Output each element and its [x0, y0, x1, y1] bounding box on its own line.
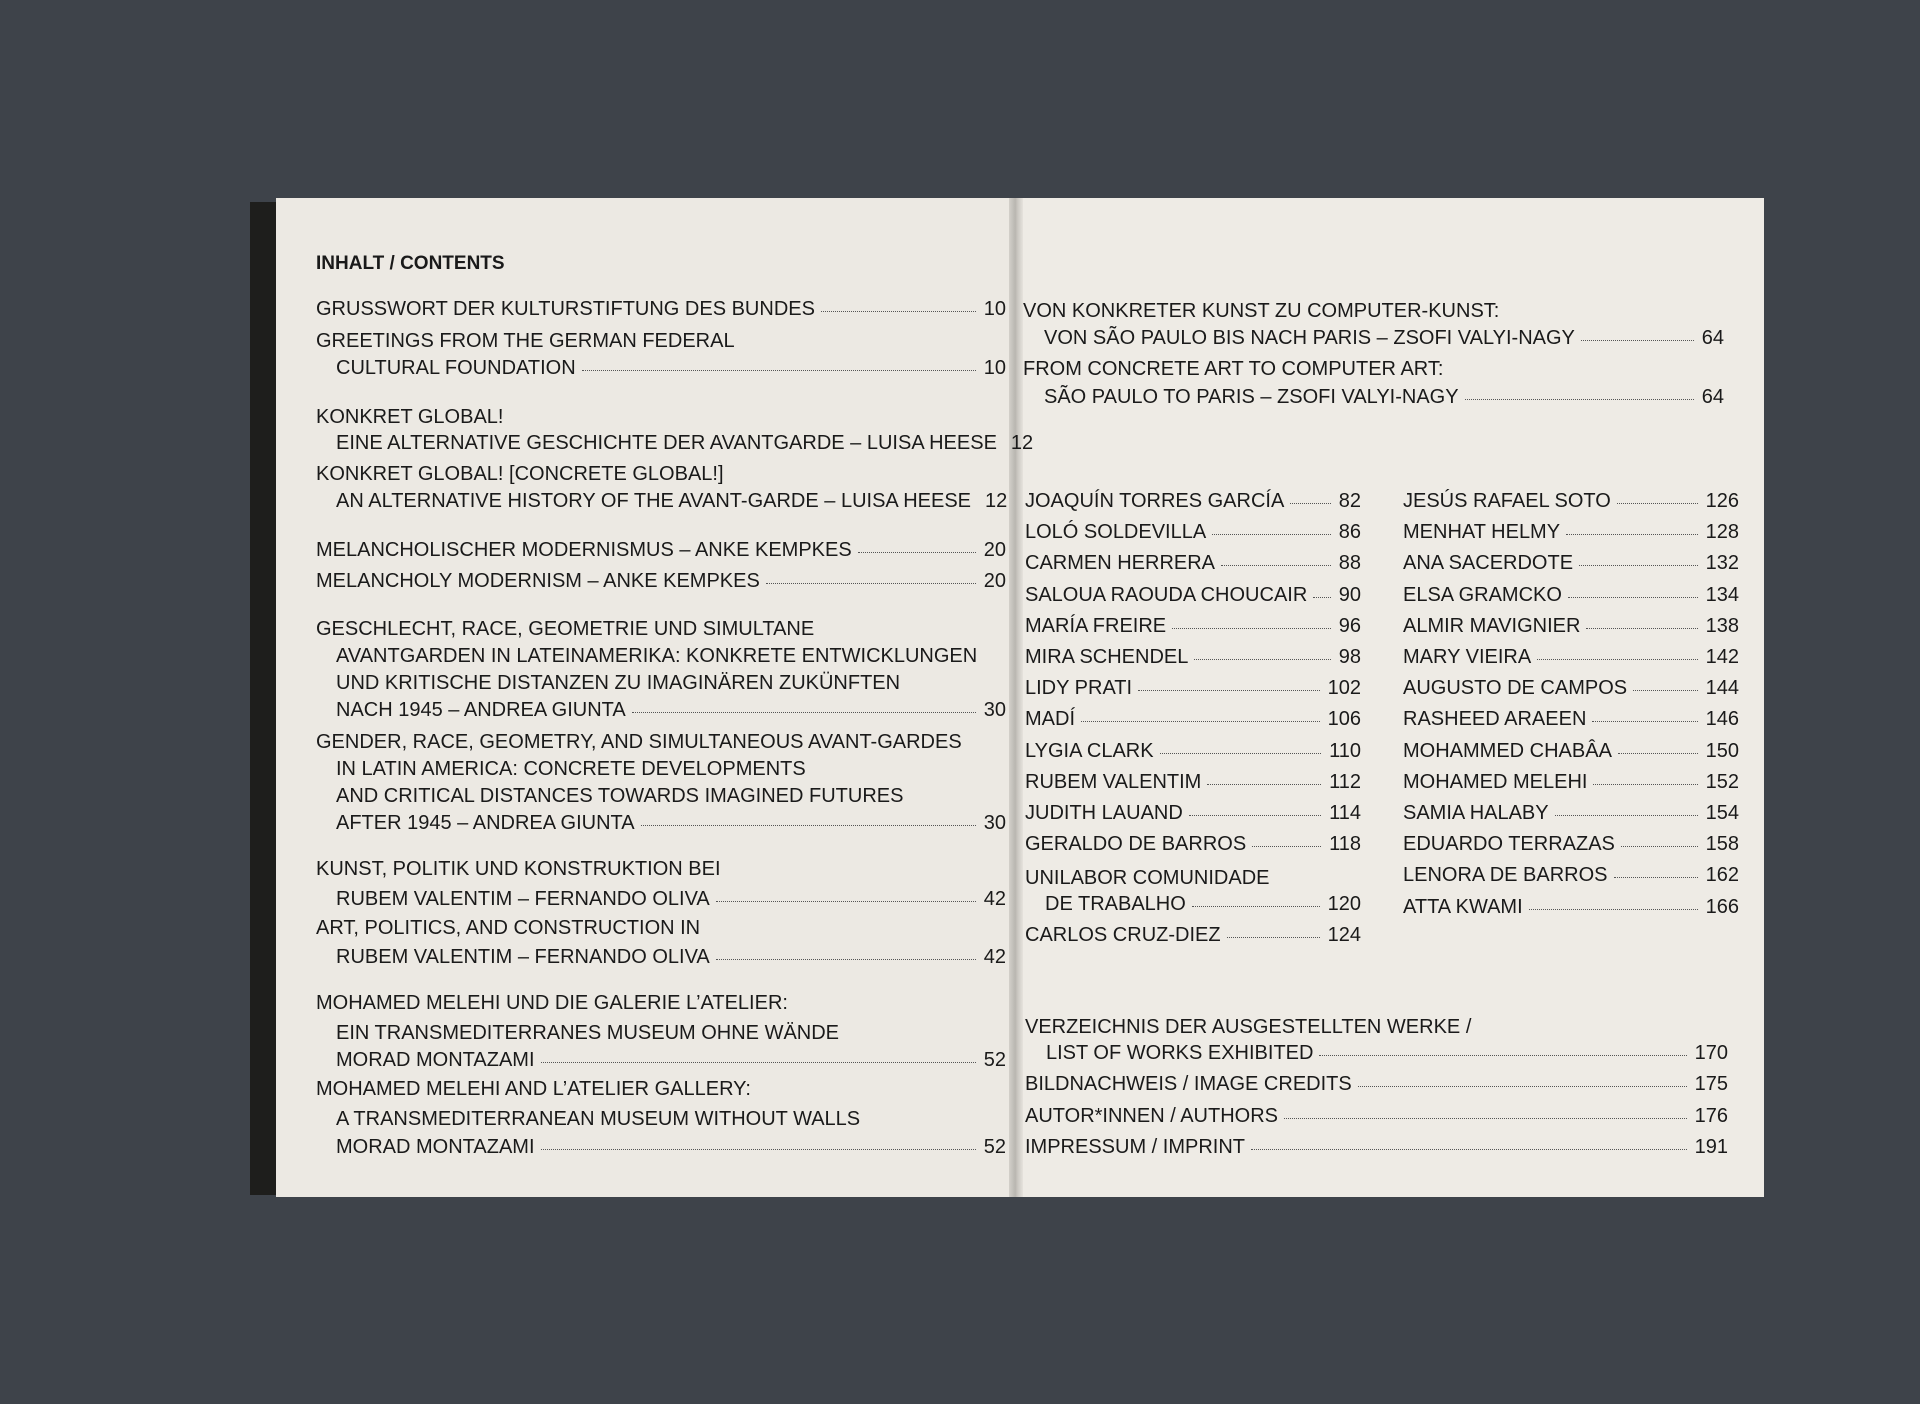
toc-page-number: 10 — [983, 357, 1006, 379]
book-spine — [250, 202, 276, 1195]
toc-entry-title: MORAD MONTAZAMI — [336, 1049, 535, 1071]
toc-page-number: 126 — [1705, 490, 1739, 512]
toc-entry — [336, 811, 1006, 835]
leader-dots — [1081, 721, 1320, 722]
artist-entry — [1403, 863, 1739, 887]
artist-name: LIDY PRATI — [1025, 677, 1133, 700]
toc-entry-title: CARLOS CRUZ-DIEZ — [1025, 924, 1221, 946]
artist-name: SAMIA HALABY — [1403, 802, 1549, 824]
artist-name: AUGUSTO DE CAMPOS — [1403, 677, 1628, 700]
artist-entry — [1403, 551, 1739, 575]
artist-entry — [1403, 739, 1739, 763]
toc-entry-title: MOHAMED MELEHI AND L’ATELIER GALLERY: — [316, 1078, 751, 1100]
toc-entry-title: MELANCHOLISCHER MODERNISMUS – ANKE KEMPKES — [316, 539, 852, 561]
toc-entry — [1025, 1072, 1728, 1096]
toc-page-number: 176 — [1694, 1105, 1728, 1127]
toc-entry-title: EIN TRANSMEDITERRANES MUSEUM OHNE WÄNDE — [336, 1022, 840, 1044]
leader-dots — [1593, 784, 1697, 785]
artist-entry — [1025, 739, 1361, 763]
toc-page-number: 88 — [1338, 552, 1361, 575]
toc-entry — [1025, 923, 1361, 947]
artist-entry — [1025, 645, 1361, 669]
leader-dots — [1566, 534, 1698, 535]
toc-page-number: 191 — [1694, 1136, 1728, 1158]
leader-dots — [1555, 815, 1698, 816]
toc-entry-title: UND KRITISCHE DISTANZEN ZU IMAGINÄREN ZUKÜNFTEN — [336, 672, 901, 694]
artist-name: ALMIR MAVIGNIER — [1403, 614, 1581, 637]
leader-dots — [1313, 597, 1330, 598]
toc-page-number: 120 — [1327, 893, 1361, 915]
leader-dots — [716, 901, 976, 902]
leader-dots — [821, 311, 976, 312]
leader-dots — [1586, 628, 1697, 629]
toc-entry-title: NACH 1945 – ANDREA GIUNTA — [336, 699, 626, 721]
toc-entry-title: FROM CONCRETE ART TO COMPUTER ART: — [1023, 358, 1444, 380]
leader-dots — [766, 583, 976, 584]
artist-name: LENORA DE BARROS — [1403, 864, 1608, 887]
toc-page-number: 10 — [983, 298, 1006, 320]
toc-entry-title: KUNST, POLITIK UND KONSTRUKTION BEI — [316, 858, 721, 880]
toc-entry-title: MELANCHOLY MODERNISM – ANKE KEMPKES — [316, 570, 760, 592]
leader-dots — [1633, 690, 1698, 691]
toc-entry — [1046, 1041, 1728, 1065]
artist-name: LYGIA CLARK — [1025, 739, 1154, 762]
artist-name: JOAQUÍN TORRES GARCÍA — [1025, 490, 1285, 512]
leader-dots — [1189, 815, 1321, 816]
toc-entry — [316, 538, 1006, 562]
artist-entry — [1403, 832, 1739, 856]
artist-entry — [1403, 583, 1739, 607]
artist-name: MIRA SCHENDEL — [1025, 646, 1189, 668]
leader-dots — [1194, 659, 1330, 660]
artist-name: EDUARDO TERRAZAS — [1403, 833, 1615, 856]
contents-heading: INHALT / CONTENTS — [316, 253, 505, 274]
toc-entry-title: VERZEICHNIS DER AUSGESTELLTEN WERKE / — [1025, 1016, 1472, 1038]
artist-name: MARY VIEIRA — [1403, 646, 1532, 668]
toc-entry — [1025, 1135, 1728, 1159]
toc-entry — [336, 1135, 1006, 1159]
toc-page-number: 52 — [983, 1049, 1006, 1071]
artist-entry — [1403, 895, 1739, 919]
leader-dots — [1592, 721, 1697, 722]
toc-page-number: 20 — [983, 539, 1006, 561]
leader-dots — [632, 712, 976, 713]
toc-entry — [336, 698, 1006, 722]
toc-entry — [1044, 385, 1724, 409]
artist-entry — [1025, 520, 1361, 544]
artist-name: MARÍA FREIRE — [1025, 614, 1167, 637]
leader-dots — [1358, 1086, 1687, 1087]
leader-dots — [1160, 753, 1322, 754]
artist-name: ANA SACERDOTE — [1403, 552, 1574, 575]
artist-entry — [1025, 832, 1361, 856]
leader-dots — [582, 370, 976, 371]
toc-page-number: 12 — [1010, 432, 1034, 454]
toc-entry-title: IMPRESSUM / IMPRINT — [1025, 1136, 1246, 1158]
toc-page-number: 166 — [1705, 895, 1739, 918]
artist-entry — [1403, 614, 1739, 638]
toc-page-number: 12 — [985, 490, 1008, 512]
toc-page-number: 150 — [1705, 739, 1739, 762]
toc-page-number: 98 — [1338, 646, 1361, 668]
toc-entry — [336, 356, 1006, 380]
toc-page-number: 175 — [1694, 1073, 1728, 1095]
leader-dots — [1192, 906, 1320, 907]
artist-entry — [1403, 520, 1739, 544]
leader-dots — [1618, 753, 1698, 754]
toc-entry-title: AN ALTERNATIVE HISTORY OF THE AVANT-GARDE – LUISA HEESE — [336, 490, 971, 512]
leader-dots — [1221, 565, 1331, 566]
toc-page-number: 118 — [1329, 833, 1361, 856]
leader-dots — [1212, 534, 1331, 535]
toc-entry-title: AUTOR*INNEN / AUTHORS — [1025, 1105, 1278, 1127]
leader-dots — [1579, 565, 1698, 566]
leader-dots — [1319, 1055, 1686, 1056]
artist-name: MOHAMMED CHABÂA — [1403, 739, 1612, 762]
toc-entry-title: VON SÃO PAULO BIS NACH PARIS – ZSOFI VALYI-NAGY — [1044, 327, 1575, 349]
toc-entry — [316, 297, 1006, 321]
toc-entry-title: KONKRET GLOBAL! — [316, 406, 504, 428]
leader-dots — [1465, 399, 1694, 400]
toc-page-number: 42 — [983, 888, 1006, 910]
artist-entry — [1403, 645, 1739, 669]
toc-page-number: 114 — [1329, 802, 1361, 824]
toc-entry-title: LIST OF WORKS EXHIBITED — [1046, 1042, 1314, 1064]
toc-entry — [336, 431, 1034, 455]
toc-entry — [336, 887, 1006, 911]
artist-name: RASHEED ARAEEN — [1403, 708, 1587, 731]
toc-entry-title: RUBEM VALENTIM – FERNANDO OLIVA — [336, 888, 710, 910]
leader-dots — [1617, 503, 1698, 504]
toc-page-number: 110 — [1329, 739, 1361, 762]
toc-entry-title: MORAD MONTAZAMI — [336, 1136, 535, 1158]
leader-dots — [858, 552, 976, 553]
toc-page-number: 112 — [1329, 770, 1361, 793]
leader-dots — [1284, 1118, 1687, 1119]
artist-entry — [1403, 707, 1739, 731]
toc-page-number: 128 — [1705, 521, 1739, 544]
toc-entry-title: GREETINGS FROM THE GERMAN FEDERAL — [316, 330, 735, 352]
artist-entry — [1025, 489, 1361, 513]
toc-entry-title: VON KONKRETER KUNST ZU COMPUTER-KUNST: — [1023, 300, 1500, 322]
toc-entry-title: DE TRABALHO — [1045, 893, 1186, 915]
artist-entry — [1025, 676, 1361, 700]
artist-name: MOHAMED MELEHI — [1403, 770, 1588, 793]
toc-entry-title: A TRANSMEDITERRANEAN MUSEUM WITHOUT WALLS — [336, 1108, 861, 1130]
toc-page-number: 64 — [1701, 386, 1724, 408]
artist-name: MADÍ — [1025, 708, 1075, 731]
leader-dots — [1290, 503, 1330, 504]
artist-name: LOLÓ SOLDEVILLA — [1025, 521, 1207, 544]
toc-entry-title: IN LATIN AMERICA: CONCRETE DEVELOPMENTS — [336, 758, 806, 780]
toc-page-number: 170 — [1694, 1042, 1728, 1064]
artist-name: ATTA KWAMI — [1403, 895, 1523, 918]
toc-entry-title: ART, POLITICS, AND CONSTRUCTION IN — [316, 917, 701, 939]
toc-page-number: 146 — [1705, 708, 1739, 731]
toc-page-number: 154 — [1705, 802, 1739, 824]
toc-page-number: 142 — [1705, 646, 1739, 668]
leader-dots — [541, 1062, 976, 1063]
leader-dots — [1207, 784, 1321, 785]
artist-name: ELSA GRAMCKO — [1403, 583, 1562, 606]
toc-entry-title: BILDNACHWEIS / IMAGE CREDITS — [1025, 1073, 1352, 1095]
toc-entry — [1025, 1104, 1728, 1128]
toc-entry-title: GESCHLECHT, RACE, GEOMETRIE UND SIMULTANE — [316, 618, 815, 640]
leader-dots — [641, 825, 976, 826]
leader-dots — [1581, 340, 1694, 341]
leader-dots — [1172, 628, 1331, 629]
leader-dots — [1614, 877, 1698, 878]
artist-entry — [1025, 551, 1361, 575]
toc-page-number: 144 — [1705, 677, 1739, 700]
toc-entry-title: GRUSSWORT DER KULTURSTIFTUNG DES BUNDES — [316, 298, 815, 320]
artist-name: JESÚS RAFAEL SOTO — [1403, 490, 1611, 512]
leader-dots — [1251, 1149, 1687, 1150]
toc-entry — [316, 569, 1006, 593]
toc-entry — [336, 1048, 1006, 1072]
toc-entry-title: CULTURAL FOUNDATION — [336, 357, 576, 379]
toc-entry-title: SÃO PAULO TO PARIS – ZSOFI VALYI-NAGY — [1044, 386, 1459, 408]
toc-page-number: 42 — [983, 946, 1006, 968]
artist-entry — [1403, 770, 1739, 794]
toc-page-number: 134 — [1705, 583, 1739, 606]
artist-name: MENHAT HELMY — [1403, 521, 1561, 544]
toc-page-number: 158 — [1705, 833, 1739, 856]
artist-entry — [1403, 676, 1739, 700]
artist-name: JUDITH LAUAND — [1025, 802, 1183, 824]
leader-dots — [1252, 846, 1321, 847]
toc-entry — [1044, 326, 1724, 350]
leader-dots — [541, 1149, 976, 1150]
toc-entry-title: KONKRET GLOBAL! [CONCRETE GLOBAL!] — [316, 463, 724, 485]
toc-entry-title: AND CRITICAL DISTANCES TOWARDS IMAGINED FUTURES — [336, 785, 904, 807]
book-gutter — [1009, 198, 1023, 1197]
toc-page-number: 86 — [1338, 521, 1361, 544]
toc-page-number: 52 — [983, 1136, 1006, 1158]
toc-entry-title: AFTER 1945 – ANDREA GIUNTA — [336, 812, 635, 834]
toc-entry — [1045, 892, 1361, 916]
toc-entry-title: MOHAMED MELEHI UND DIE GALERIE L’ATELIER: — [316, 992, 788, 1014]
artist-entry — [1025, 801, 1361, 825]
artist-entry — [1025, 583, 1361, 607]
toc-entry — [336, 489, 1006, 513]
leader-dots — [1568, 597, 1698, 598]
toc-page-number: 96 — [1338, 614, 1361, 637]
leader-dots — [1537, 659, 1697, 660]
toc-page-number: 64 — [1701, 327, 1724, 349]
toc-page-number: 102 — [1327, 677, 1361, 700]
leader-dots — [1138, 690, 1320, 691]
artist-entry — [1025, 614, 1361, 638]
toc-page-number: 162 — [1705, 864, 1739, 887]
toc-entry-title: GENDER, RACE, GEOMETRY, AND SIMULTANEOUS AVANT-GARDES — [316, 731, 962, 753]
toc-page-number: 132 — [1705, 552, 1739, 575]
artist-entry — [1403, 489, 1739, 513]
toc-entry-title: EINE ALTERNATIVE GESCHICHTE DER AVANTGARDE – LUISA HEESE — [336, 432, 997, 454]
toc-entry-title: AVANTGARDEN IN LATEINAMERIKA: KONKRETE ENTWICKLUNGEN — [336, 645, 978, 667]
toc-page-number: 138 — [1705, 614, 1739, 637]
toc-page-number: 152 — [1705, 770, 1739, 793]
toc-entry-title: RUBEM VALENTIM – FERNANDO OLIVA — [336, 946, 710, 968]
artist-name: SALOUA RAOUDA CHOUCAIR — [1025, 583, 1308, 606]
artist-name: CARMEN HERRERA — [1025, 552, 1216, 575]
artist-entry — [1025, 707, 1361, 731]
artist-entry — [1025, 770, 1361, 794]
artist-name: GERALDO DE BARROS — [1025, 833, 1247, 856]
toc-page-number: 90 — [1338, 583, 1361, 606]
leader-dots — [1227, 937, 1320, 938]
leader-dots — [1529, 909, 1698, 910]
leader-dots — [716, 959, 976, 960]
toc-page-number: 20 — [983, 570, 1006, 592]
toc-entry-title: UNILABOR COMUNIDADE — [1025, 867, 1270, 889]
toc-page-number: 30 — [983, 812, 1006, 834]
toc-page-number: 106 — [1327, 708, 1361, 731]
artist-entry — [1403, 801, 1739, 825]
leader-dots — [1621, 846, 1698, 847]
toc-page-number: 124 — [1327, 924, 1361, 946]
toc-page-number: 30 — [983, 699, 1006, 721]
toc-page-number: 82 — [1338, 490, 1361, 512]
artist-name: RUBEM VALENTIM — [1025, 770, 1202, 793]
toc-entry — [336, 945, 1006, 969]
